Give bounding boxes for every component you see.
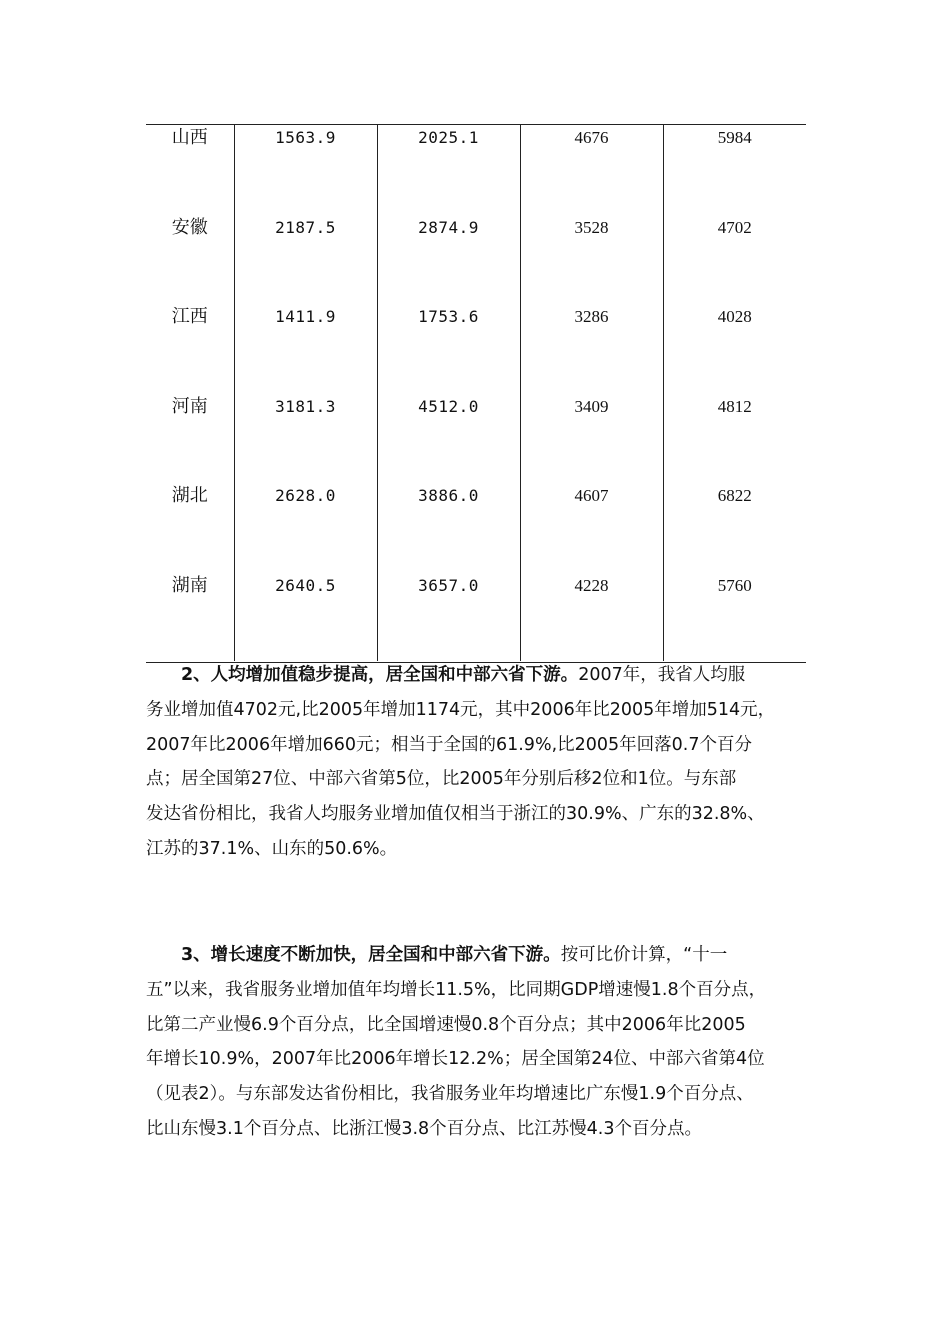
table-row <box>146 303 806 393</box>
province-cell: 湖北 <box>171 485 208 506</box>
paragraph-line: 2007年比2006年增加660元；相当于全国的61.9%,比2005年回落0.7个百分 <box>146 734 752 755</box>
value-cell: 4812 <box>663 393 806 483</box>
paragraph-growth-rate <box>146 938 822 1147</box>
value-cell: 6822 <box>663 482 806 572</box>
value-cell: 2187.5 <box>234 214 377 304</box>
value-cell: 5760 <box>663 572 806 662</box>
paragraph-line: 按可比价计算，“十一 <box>560 945 728 965</box>
paragraph-line: 年增长10.9%，2007年比2006年增长12.2%；居全国第24位、中部六省第4位 <box>146 1049 765 1070</box>
paragraph-line: 比第二产业慢6.9个百分点，比全国增速慢0.8个百分点；其中2006年比2005 <box>146 1014 746 1035</box>
value-cell: 5984 <box>663 124 806 214</box>
paragraph-line: 发达省份相比，我省人均服务业增加值仅相当于浙江的30.9%、广东的32.8%、 <box>146 804 765 825</box>
paragraph-heading: 2、人均增加值稳步提高，居全国和中部六省下游。 <box>181 665 579 685</box>
value-cell: 1753.6 <box>377 303 520 393</box>
value-cell: 2874.9 <box>377 214 520 304</box>
province-cell: 山西 <box>171 127 208 148</box>
value-cell: 1411.9 <box>234 303 377 393</box>
value-cell: 4228 <box>520 572 663 662</box>
value-cell: 3886.0 <box>377 482 520 572</box>
paragraph-line: （见表2）。与东部发达省份相比，我省服务业年均增速比广东慢1.9个百分点、 <box>146 1084 754 1105</box>
service-industry-table <box>146 124 806 661</box>
value-cell: 2025.1 <box>377 124 520 214</box>
value-cell: 2640.5 <box>234 572 377 662</box>
value-cell: 3528 <box>520 214 663 304</box>
table-row <box>146 214 806 304</box>
province-cell: 江西 <box>171 306 208 327</box>
value-cell: 3409 <box>520 393 663 483</box>
value-cell: 4702 <box>663 214 806 304</box>
paragraph-heading: 3、增长速度不断加快，居全国和中部六省下游。 <box>181 945 561 965</box>
paragraph-line: 比山东慢3.1个百分点、比浙江慢3.8个百分点、比江苏慢4.3个百分点。 <box>146 1118 702 1139</box>
table-row <box>146 124 806 214</box>
value-cell: 3286 <box>520 303 663 393</box>
value-cell: 4028 <box>663 303 806 393</box>
province-cell: 河南 <box>171 395 208 417</box>
table-row <box>146 393 806 483</box>
paragraph-line: 点；居全国第27位、中部六省第5位，比2005年分别后移2位和1位。与东部 <box>146 769 737 790</box>
paragraph-line: 2007年，我省人均服 <box>578 665 746 685</box>
province-cell: 安徽 <box>171 216 208 238</box>
value-cell: 4607 <box>520 482 663 572</box>
value-cell: 4512.0 <box>377 393 520 483</box>
paragraph-line: 五”以来，我省服务业增加值年均增长11.5%，比同期GDP增速慢1.8个百分点， <box>146 979 767 1000</box>
value-cell: 3657.0 <box>377 572 520 662</box>
paragraph-line: 江苏的37.1%、山东的50.6%。 <box>146 838 398 859</box>
table-row <box>146 482 806 572</box>
value-cell: 4676 <box>520 124 663 214</box>
paragraph-line: 务业增加值4702元,比2005年增加1174元，其中2006年比2005年增加514元， <box>146 699 776 720</box>
paragraph-per-capita <box>146 658 822 867</box>
table-row <box>146 572 806 662</box>
value-cell: 1563.9 <box>234 124 377 214</box>
province-cell: 湖南 <box>171 574 208 596</box>
value-cell: 3181.3 <box>234 393 377 483</box>
value-cell: 2628.0 <box>234 482 377 572</box>
